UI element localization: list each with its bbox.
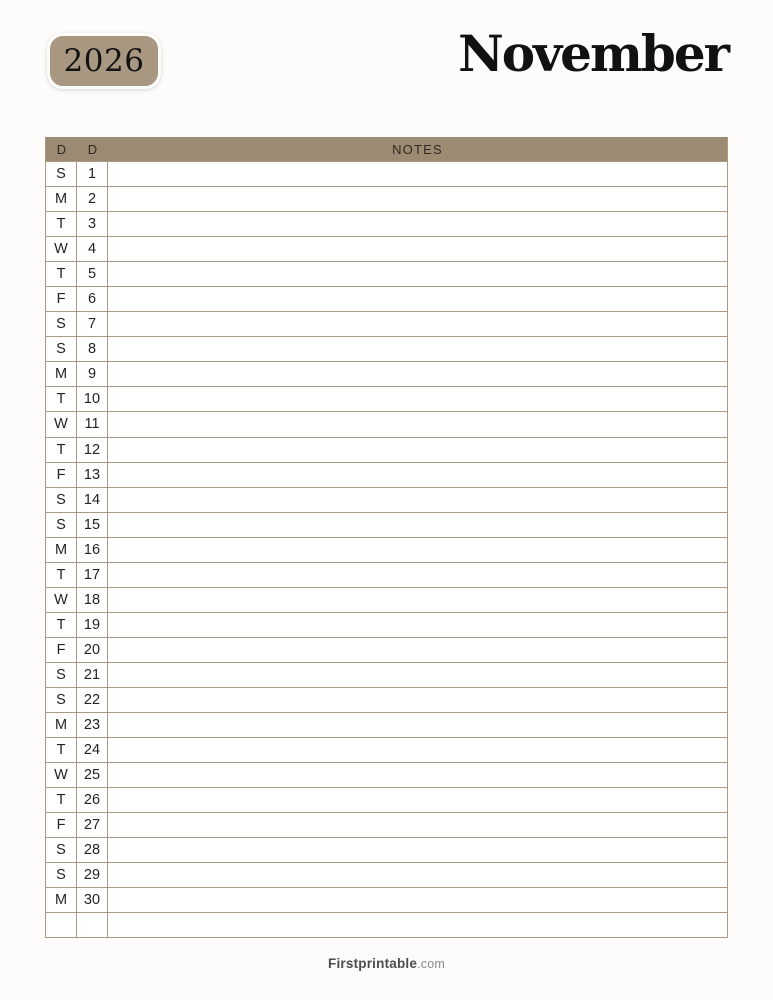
notes-cell <box>108 613 727 637</box>
month-title: November <box>458 24 728 83</box>
date-cell: 25 <box>77 763 108 787</box>
header-day-col: D <box>56 141 67 157</box>
day-letter-cell: S <box>46 838 77 862</box>
date-cell: 24 <box>77 738 108 762</box>
date-cell: 12 <box>77 438 108 462</box>
table-row <box>46 762 727 787</box>
day-letter-cell: F <box>46 638 77 662</box>
day-letter-cell: S <box>46 337 77 361</box>
table-row <box>46 887 727 912</box>
table-row <box>46 311 727 336</box>
year-label: 2026 <box>63 43 145 79</box>
table-row <box>46 637 727 662</box>
notes-cell <box>108 913 727 937</box>
date-cell: 14 <box>77 488 108 512</box>
footer-brand: Firstprintable <box>328 956 418 971</box>
day-letter-cell: M <box>46 187 77 211</box>
day-letter-cell: T <box>46 788 77 812</box>
day-letter-cell: T <box>46 212 77 236</box>
date-cell: 4 <box>77 237 108 261</box>
table-row <box>46 462 727 487</box>
table-row <box>46 512 727 537</box>
date-cell <box>77 913 108 937</box>
date-cell: 27 <box>77 813 108 837</box>
date-cell: 19 <box>77 613 108 637</box>
notes-cell <box>108 838 727 862</box>
table-row <box>46 687 727 712</box>
footer-suffix: .com <box>417 957 445 971</box>
notes-cell <box>108 663 727 687</box>
table-row <box>46 236 727 261</box>
day-letter-cell: F <box>46 813 77 837</box>
day-letter-cell: T <box>46 387 77 411</box>
table-row <box>46 386 727 411</box>
table-row <box>46 261 727 286</box>
table-row <box>46 186 727 211</box>
notes-cell <box>108 513 727 537</box>
notes-cell <box>108 212 727 236</box>
notes-cell <box>108 563 727 587</box>
table-row <box>46 587 727 612</box>
date-cell: 5 <box>77 262 108 286</box>
notes-cell <box>108 287 727 311</box>
date-cell: 26 <box>77 788 108 812</box>
day-letter-cell: S <box>46 162 77 186</box>
notes-cell <box>108 488 727 512</box>
day-letter-cell: M <box>46 888 77 912</box>
date-cell: 13 <box>77 463 108 487</box>
date-cell: 21 <box>77 663 108 687</box>
day-letter-cell <box>46 913 77 937</box>
notes-cell <box>108 763 727 787</box>
day-letter-cell: S <box>46 312 77 336</box>
table-row <box>46 612 727 637</box>
day-letter-cell: W <box>46 237 77 261</box>
day-letter-cell: S <box>46 863 77 887</box>
date-cell: 16 <box>77 538 108 562</box>
date-cell: 8 <box>77 337 108 361</box>
table-row <box>46 537 727 562</box>
notes-cell <box>108 713 727 737</box>
notes-cell <box>108 538 727 562</box>
day-letter-cell: M <box>46 538 77 562</box>
day-letter-cell: F <box>46 463 77 487</box>
date-cell: 10 <box>77 387 108 411</box>
day-letter-cell: T <box>46 438 77 462</box>
notes-cell <box>108 412 727 436</box>
notes-cell <box>108 588 727 612</box>
notes-cell <box>108 187 727 211</box>
notes-cell <box>108 738 727 762</box>
notes-cell <box>108 638 727 662</box>
table-row <box>46 912 727 937</box>
day-letter-cell: T <box>46 262 77 286</box>
table-row <box>46 437 727 462</box>
day-letter-cell: W <box>46 763 77 787</box>
table-row <box>46 411 727 436</box>
date-cell: 17 <box>77 563 108 587</box>
day-letter-cell: T <box>46 738 77 762</box>
day-letter-cell: T <box>46 563 77 587</box>
date-cell: 18 <box>77 588 108 612</box>
notes-cell <box>108 463 727 487</box>
table-row <box>46 161 727 186</box>
notes-cell <box>108 688 727 712</box>
table-row <box>46 286 727 311</box>
day-letter-cell: W <box>46 412 77 436</box>
header-notes-col: NOTES <box>392 141 443 157</box>
table-row <box>46 211 727 236</box>
day-letter-cell: M <box>46 362 77 386</box>
notes-cell <box>108 162 727 186</box>
table-row <box>46 837 727 862</box>
table-row <box>46 662 727 687</box>
notes-cell <box>108 312 727 336</box>
notes-cell <box>108 788 727 812</box>
day-letter-cell: S <box>46 513 77 537</box>
date-cell: 2 <box>77 187 108 211</box>
header-date-col: D <box>87 141 98 157</box>
date-cell: 30 <box>77 888 108 912</box>
footer <box>0 956 773 971</box>
date-cell: 23 <box>77 713 108 737</box>
notes-cell <box>108 387 727 411</box>
day-letter-cell: M <box>46 713 77 737</box>
table-row <box>46 361 727 386</box>
day-letter-cell: S <box>46 488 77 512</box>
notes-cell <box>108 813 727 837</box>
date-cell: 11 <box>77 412 108 436</box>
notes-cell <box>108 237 727 261</box>
table-row <box>46 336 727 361</box>
date-cell: 9 <box>77 362 108 386</box>
calendar-table <box>45 137 728 938</box>
notes-cell <box>108 262 727 286</box>
table-row <box>46 862 727 887</box>
table-row <box>46 562 727 587</box>
table-row <box>46 487 727 512</box>
table-header <box>46 137 727 161</box>
date-cell: 28 <box>77 838 108 862</box>
notes-cell <box>108 888 727 912</box>
year-badge <box>47 33 161 89</box>
notes-cell <box>108 863 727 887</box>
date-cell: 7 <box>77 312 108 336</box>
day-letter-cell: W <box>46 588 77 612</box>
day-letter-cell: S <box>46 688 77 712</box>
day-letter-cell: T <box>46 613 77 637</box>
date-cell: 15 <box>77 513 108 537</box>
date-cell: 6 <box>77 287 108 311</box>
day-letter-cell: S <box>46 663 77 687</box>
day-letter-cell: F <box>46 287 77 311</box>
table-row <box>46 737 727 762</box>
notes-cell <box>108 362 727 386</box>
table-row <box>46 712 727 737</box>
calendar-table-body <box>46 161 727 937</box>
date-cell: 3 <box>77 212 108 236</box>
date-cell: 20 <box>77 638 108 662</box>
table-row <box>46 812 727 837</box>
notes-cell <box>108 337 727 361</box>
notes-cell <box>108 438 727 462</box>
table-row <box>46 787 727 812</box>
date-cell: 1 <box>77 162 108 186</box>
date-cell: 29 <box>77 863 108 887</box>
date-cell: 22 <box>77 688 108 712</box>
